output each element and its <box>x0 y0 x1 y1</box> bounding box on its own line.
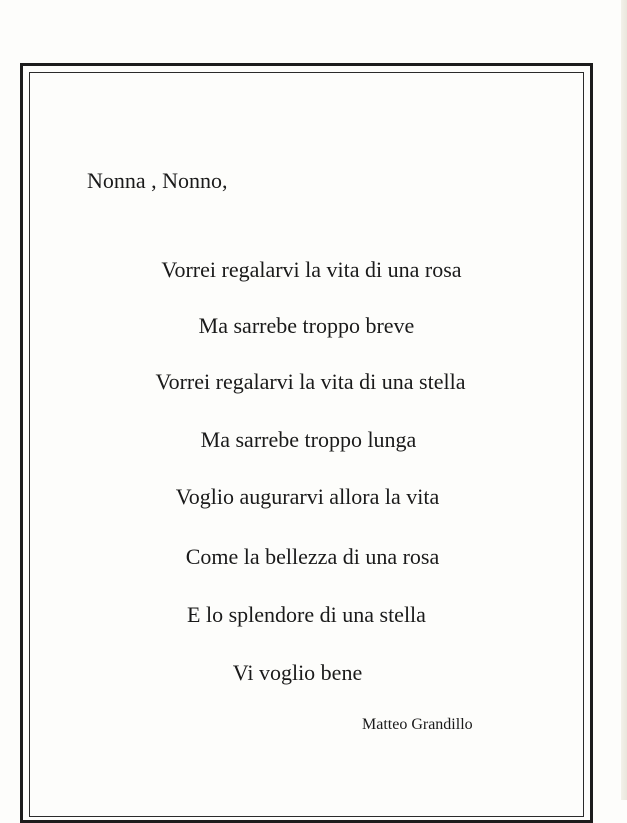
poem-line-2: Ma sarrebe troppo breve <box>198 313 415 338</box>
poem-line-1: Vorrei regalarvi la vita di una rosa <box>161 257 462 282</box>
poem-line-6: Come la bellezza di una rosa <box>185 544 440 569</box>
paper-edge <box>621 0 627 800</box>
signature: Matteo Grandillo <box>362 716 473 733</box>
greeting: Nonna , Nonno, <box>87 168 228 193</box>
poem-line-4: Ma sarrebe troppo lunga <box>200 427 417 452</box>
poem-line-8: Vi voglio bene <box>232 660 363 685</box>
poem-line-3: Vorrei regalarvi la vita di una stella <box>155 369 466 394</box>
poem-line-5: Voglio augurarvi allora la vita <box>175 484 440 509</box>
poem-line-7: E lo splendore di una stella <box>187 602 426 627</box>
